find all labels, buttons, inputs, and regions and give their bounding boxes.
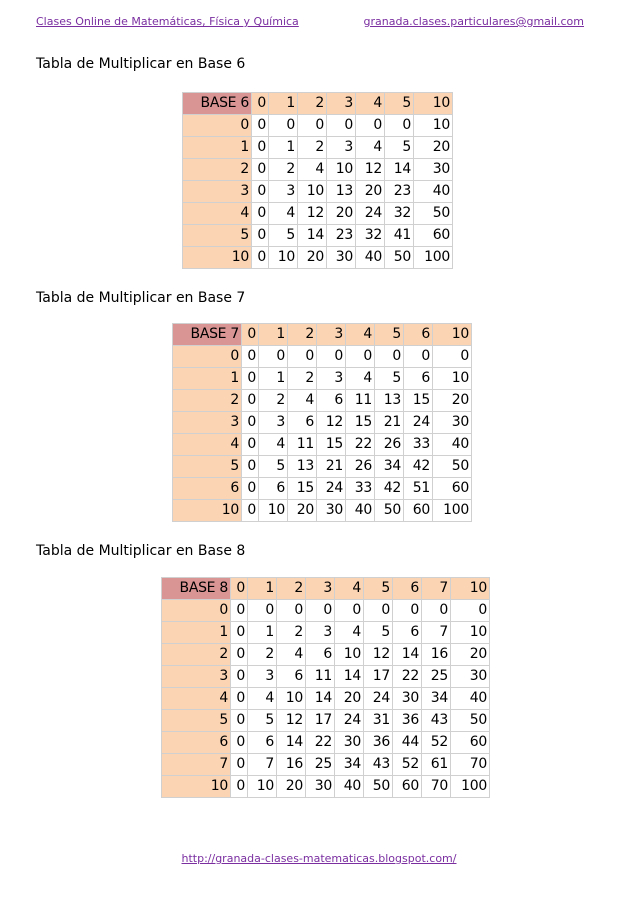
row-header: 0 (162, 600, 231, 622)
column-header: 10 (414, 93, 453, 115)
table-cell: 60 (451, 732, 490, 754)
table-cell: 30 (327, 247, 356, 269)
table-cell: 61 (422, 754, 451, 776)
table-cell: 3 (259, 412, 288, 434)
table-cell: 4 (248, 688, 277, 710)
row-header: 3 (173, 412, 242, 434)
table-cell: 0 (327, 115, 356, 137)
table-cell: 24 (356, 203, 385, 225)
table-cell: 0 (252, 115, 269, 137)
table-cell: 30 (451, 666, 490, 688)
row-header: 7 (162, 754, 231, 776)
table-cell: 40 (346, 500, 375, 522)
row-header: 4 (162, 688, 231, 710)
table-cell: 100 (433, 500, 472, 522)
table-header-row (173, 324, 472, 346)
table-row (162, 754, 490, 776)
table-cell: 14 (335, 666, 364, 688)
table-cell: 11 (306, 666, 335, 688)
multiplication-table-base8 (161, 577, 490, 798)
table-cell: 10 (327, 159, 356, 181)
table-cell: 4 (259, 434, 288, 456)
column-header: 10 (433, 324, 472, 346)
row-header: 2 (183, 159, 252, 181)
table-cell: 17 (364, 666, 393, 688)
table-cell: 22 (306, 732, 335, 754)
row-header: 10 (183, 247, 252, 269)
table-cell: 20 (451, 644, 490, 666)
table-row (183, 137, 453, 159)
table-cell: 0 (288, 346, 317, 368)
table-cell: 0 (242, 390, 259, 412)
table-cell: 31 (364, 710, 393, 732)
table-cell: 20 (327, 203, 356, 225)
table-cell: 10 (248, 776, 277, 798)
table-cell: 10 (277, 688, 306, 710)
section-title-base8: Tabla de Multiplicar en Base 8 (36, 543, 246, 559)
table-cell: 4 (269, 203, 298, 225)
table-cell: 50 (375, 500, 404, 522)
column-header: 7 (422, 578, 451, 600)
table-row (173, 500, 472, 522)
table-cell: 24 (335, 710, 364, 732)
table-cell: 0 (231, 732, 248, 754)
table-cell: 50 (433, 456, 472, 478)
table-cell: 50 (414, 203, 453, 225)
table-cell: 60 (433, 478, 472, 500)
table-cell: 32 (385, 203, 414, 225)
table-cell: 0 (252, 203, 269, 225)
table-cell: 2 (269, 159, 298, 181)
row-header: 0 (173, 346, 242, 368)
column-header: 1 (269, 93, 298, 115)
multiplication-table-base7 (172, 323, 472, 522)
table-cell: 0 (356, 115, 385, 137)
row-header: 2 (173, 390, 242, 412)
table-cell: 43 (364, 754, 393, 776)
table-cell: 0 (242, 478, 259, 500)
table-cell: 20 (433, 390, 472, 412)
table-cell: 50 (451, 710, 490, 732)
table-cell: 3 (269, 181, 298, 203)
table-cell: 7 (422, 622, 451, 644)
table-cell: 30 (393, 688, 422, 710)
table-row (183, 225, 453, 247)
table-cell: 10 (259, 500, 288, 522)
table-row (183, 203, 453, 225)
table-row (173, 434, 472, 456)
table-header-row (183, 93, 453, 115)
column-header: 2 (288, 324, 317, 346)
table-cell: 12 (356, 159, 385, 181)
row-header: 3 (162, 666, 231, 688)
column-header: 3 (327, 93, 356, 115)
table-cell: 33 (346, 478, 375, 500)
table-cell: 0 (433, 346, 472, 368)
table-cell: 2 (259, 390, 288, 412)
table-cell: 0 (248, 600, 277, 622)
table-cell: 30 (433, 412, 472, 434)
table-cell: 0 (393, 600, 422, 622)
table-cell: 2 (288, 368, 317, 390)
table-cell: 14 (306, 688, 335, 710)
table-cell: 0 (259, 346, 288, 368)
table-cell: 21 (317, 456, 346, 478)
table-row (162, 600, 490, 622)
row-header: 4 (183, 203, 252, 225)
table-cell: 30 (335, 732, 364, 754)
table-row (162, 688, 490, 710)
table-cell: 5 (375, 368, 404, 390)
table-cell: 13 (327, 181, 356, 203)
table-cell: 5 (269, 225, 298, 247)
table-cell: 2 (248, 644, 277, 666)
table-cell: 4 (346, 368, 375, 390)
header-left-link[interactable]: Clases Online de Matemáticas, Física y Química (36, 15, 299, 28)
table-cell: 70 (422, 776, 451, 798)
table-cell: 17 (306, 710, 335, 732)
table-cell: 0 (375, 346, 404, 368)
column-header: 4 (335, 578, 364, 600)
table-cell: 5 (364, 622, 393, 644)
column-header: 3 (306, 578, 335, 600)
table-cell: 32 (356, 225, 385, 247)
table-row (162, 732, 490, 754)
table-row (183, 159, 453, 181)
row-header: 4 (173, 434, 242, 456)
table-cell: 0 (231, 688, 248, 710)
table-cell: 0 (252, 225, 269, 247)
table-cell: 20 (335, 688, 364, 710)
table-cell: 6 (248, 732, 277, 754)
table-cell: 0 (242, 456, 259, 478)
table-cell: 10 (298, 181, 327, 203)
table-row (183, 115, 453, 137)
table-cell: 0 (252, 247, 269, 269)
table-cell: 30 (414, 159, 453, 181)
table-cell: 0 (298, 115, 327, 137)
table-cell: 15 (288, 478, 317, 500)
footer-blog-link[interactable]: http://granada-clases-matematicas.blogspot.com/ (181, 852, 457, 865)
column-header: 6 (393, 578, 422, 600)
table-cell: 14 (393, 644, 422, 666)
table-cell: 0 (451, 600, 490, 622)
table-row (173, 368, 472, 390)
column-header: 1 (259, 324, 288, 346)
table-cell: 4 (298, 159, 327, 181)
table-cell: 14 (385, 159, 414, 181)
table-cell: 0 (346, 346, 375, 368)
table-cell: 3 (306, 622, 335, 644)
table-cell: 0 (404, 346, 433, 368)
table-cell: 20 (298, 247, 327, 269)
table-cell: 0 (317, 346, 346, 368)
table-cell: 11 (288, 434, 317, 456)
table-cell: 41 (385, 225, 414, 247)
row-header: 10 (173, 500, 242, 522)
table-cell: 10 (414, 115, 453, 137)
row-header: 1 (183, 137, 252, 159)
table-cell: 40 (356, 247, 385, 269)
table-cell: 60 (393, 776, 422, 798)
table-cell: 0 (252, 137, 269, 159)
table-cell: 26 (346, 456, 375, 478)
column-header: 10 (451, 578, 490, 600)
section-title-base6: Tabla de Multiplicar en Base 6 (36, 56, 246, 72)
table-row (162, 622, 490, 644)
table-cell: 13 (288, 456, 317, 478)
row-header: 6 (173, 478, 242, 500)
table-cell: 22 (346, 434, 375, 456)
table-cell: 6 (393, 622, 422, 644)
table-cell: 21 (375, 412, 404, 434)
table-cell: 0 (242, 500, 259, 522)
table-cell: 10 (335, 644, 364, 666)
table-cell: 6 (288, 412, 317, 434)
table-cell: 14 (277, 732, 306, 754)
table-cell: 6 (277, 666, 306, 688)
table-row (162, 776, 490, 798)
table-cell: 12 (317, 412, 346, 434)
table-cell: 6 (404, 368, 433, 390)
table-cell: 16 (422, 644, 451, 666)
table-cell: 4 (335, 622, 364, 644)
table-cell: 43 (422, 710, 451, 732)
table-cell: 12 (298, 203, 327, 225)
row-header: 5 (183, 225, 252, 247)
table-cell: 0 (231, 754, 248, 776)
column-header: 5 (385, 93, 414, 115)
table-cell: 2 (298, 137, 327, 159)
row-header: 1 (162, 622, 231, 644)
table-cell: 42 (404, 456, 433, 478)
table-cell: 0 (335, 600, 364, 622)
table-cell: 3 (317, 368, 346, 390)
table-cell: 1 (259, 368, 288, 390)
table-cell: 30 (317, 500, 346, 522)
table-cell: 10 (269, 247, 298, 269)
table-cell: 100 (414, 247, 453, 269)
column-header: 0 (252, 93, 269, 115)
table-cell: 15 (404, 390, 433, 412)
table-cell: 24 (404, 412, 433, 434)
table-cell: 4 (356, 137, 385, 159)
table-cell: 0 (242, 434, 259, 456)
table-cell: 50 (385, 247, 414, 269)
footer (0, 852, 638, 865)
header-email-link[interactable]: granada.clases.particulares@gmail.com (363, 15, 584, 28)
table-corner-label: BASE 8 (162, 578, 231, 600)
column-header: 5 (364, 578, 393, 600)
table-cell: 36 (364, 732, 393, 754)
column-header: 4 (346, 324, 375, 346)
row-header: 1 (173, 368, 242, 390)
table-cell: 0 (252, 181, 269, 203)
table-row (173, 412, 472, 434)
table-cell: 0 (269, 115, 298, 137)
table-cell: 44 (393, 732, 422, 754)
table-corner-label: BASE 7 (173, 324, 242, 346)
table-cell: 7 (248, 754, 277, 776)
table-cell: 0 (231, 644, 248, 666)
table-cell: 100 (451, 776, 490, 798)
table-cell: 34 (335, 754, 364, 776)
table-cell: 4 (288, 390, 317, 412)
table-cell: 3 (327, 137, 356, 159)
table-cell: 5 (385, 137, 414, 159)
table-cell: 0 (364, 600, 393, 622)
table-cell: 0 (231, 776, 248, 798)
table-cell: 26 (375, 434, 404, 456)
column-header: 3 (317, 324, 346, 346)
table-header-row (162, 578, 490, 600)
table-cell: 40 (414, 181, 453, 203)
table-cell: 5 (259, 456, 288, 478)
table-cell: 10 (451, 622, 490, 644)
table-cell: 16 (277, 754, 306, 776)
table-cell: 6 (259, 478, 288, 500)
row-header: 5 (173, 456, 242, 478)
table-cell: 25 (422, 666, 451, 688)
section-title-base7: Tabla de Multiplicar en Base 7 (36, 290, 246, 306)
table-cell: 40 (433, 434, 472, 456)
table-row (183, 247, 453, 269)
table-cell: 10 (433, 368, 472, 390)
table-cell: 0 (242, 412, 259, 434)
table-cell: 15 (346, 412, 375, 434)
table-cell: 51 (404, 478, 433, 500)
table-cell: 50 (364, 776, 393, 798)
table-cell: 40 (451, 688, 490, 710)
table-cell: 36 (393, 710, 422, 732)
table-cell: 0 (385, 115, 414, 137)
column-header: 6 (404, 324, 433, 346)
table-cell: 12 (364, 644, 393, 666)
row-header: 10 (162, 776, 231, 798)
table-cell: 13 (375, 390, 404, 412)
table-row (173, 478, 472, 500)
table-cell: 60 (404, 500, 433, 522)
table-cell: 34 (422, 688, 451, 710)
table-row (173, 390, 472, 412)
column-header: 2 (277, 578, 306, 600)
table-cell: 42 (375, 478, 404, 500)
table-cell: 0 (306, 600, 335, 622)
table-cell: 20 (414, 137, 453, 159)
table-cell: 3 (248, 666, 277, 688)
table-row (162, 644, 490, 666)
row-header: 5 (162, 710, 231, 732)
column-header: 0 (231, 578, 248, 600)
row-header: 6 (162, 732, 231, 754)
table-cell: 0 (231, 622, 248, 644)
table-cell: 24 (317, 478, 346, 500)
multiplication-table-base6 (182, 92, 453, 269)
table-row (183, 181, 453, 203)
table-cell: 6 (306, 644, 335, 666)
table-cell: 24 (364, 688, 393, 710)
table-cell: 0 (231, 710, 248, 732)
table-cell: 25 (306, 754, 335, 776)
table-cell: 20 (288, 500, 317, 522)
table-cell: 40 (335, 776, 364, 798)
column-header: 1 (248, 578, 277, 600)
table-cell: 1 (248, 622, 277, 644)
table-cell: 6 (317, 390, 346, 412)
table-cell: 52 (393, 754, 422, 776)
table-cell: 5 (248, 710, 277, 732)
column-header: 0 (242, 324, 259, 346)
table-cell: 11 (346, 390, 375, 412)
table-cell: 0 (252, 159, 269, 181)
table-row (173, 456, 472, 478)
row-header: 3 (183, 181, 252, 203)
table-row (162, 666, 490, 688)
column-header: 2 (298, 93, 327, 115)
table-cell: 15 (317, 434, 346, 456)
table-corner-label: BASE 6 (183, 93, 252, 115)
table-cell: 34 (375, 456, 404, 478)
table-cell: 23 (385, 181, 414, 203)
table-cell: 70 (451, 754, 490, 776)
table-cell: 30 (306, 776, 335, 798)
table-cell: 20 (277, 776, 306, 798)
table-cell: 52 (422, 732, 451, 754)
table-cell: 4 (277, 644, 306, 666)
column-header: 5 (375, 324, 404, 346)
row-header: 2 (162, 644, 231, 666)
table-cell: 12 (277, 710, 306, 732)
table-cell: 0 (242, 346, 259, 368)
table-cell: 22 (393, 666, 422, 688)
table-cell: 0 (277, 600, 306, 622)
table-cell: 0 (422, 600, 451, 622)
column-header: 4 (356, 93, 385, 115)
table-cell: 60 (414, 225, 453, 247)
table-row (162, 710, 490, 732)
table-cell: 0 (231, 600, 248, 622)
table-cell: 0 (231, 666, 248, 688)
row-header: 0 (183, 115, 252, 137)
table-cell: 0 (242, 368, 259, 390)
table-cell: 1 (269, 137, 298, 159)
table-cell: 20 (356, 181, 385, 203)
table-cell: 14 (298, 225, 327, 247)
table-cell: 23 (327, 225, 356, 247)
table-row (173, 346, 472, 368)
table-cell: 2 (277, 622, 306, 644)
table-cell: 33 (404, 434, 433, 456)
